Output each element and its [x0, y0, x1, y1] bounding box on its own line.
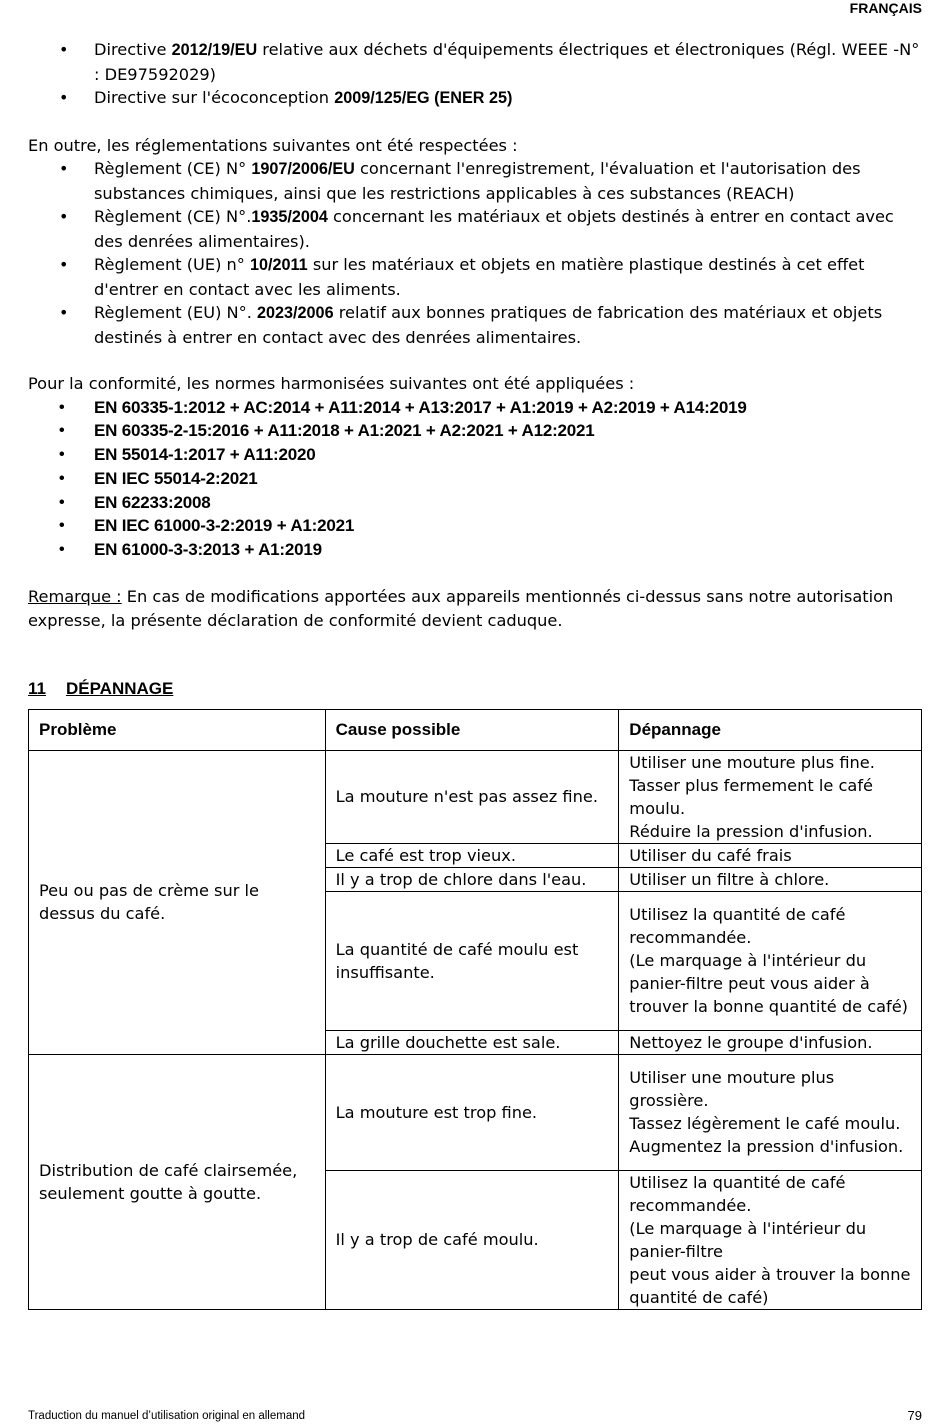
item-text: Directive sur l'écoconception	[94, 88, 335, 107]
fix-cell: Utilisez la quantité de café recommandée. (Le marquage à l'intérieur du panier-filtre peut vous aider à trouver la bonne quantité de café)	[619, 891, 922, 1030]
list-item	[28, 253, 922, 301]
item-text: concernant l'enregistrement, l'évaluation et l'autorisation des substances chimiques, ainsi que les restrictions applicables à ces substances (REACH)	[94, 159, 861, 203]
standard-item: • EN 60335-2-15:2016 + A11:2018 + A1:2021 + A2:2021 + A12:2021	[28, 419, 922, 443]
table-row	[29, 750, 922, 843]
item-text: Règlement (CE) N°.	[94, 207, 252, 226]
standard-item: • EN IEC 61000-3-2:2019 + A1:2021	[28, 514, 922, 538]
footer-note: Traduction du manuel d’utilisation original en allemand	[28, 1410, 306, 1422]
standard-item: • EN 61000-3-3:2013 + A1:2019	[28, 538, 922, 562]
fix-cell: Utiliser du café frais	[619, 843, 922, 867]
header-problem: Problème	[29, 709, 326, 750]
standards-list	[28, 396, 922, 563]
regulation-list	[28, 157, 922, 349]
cause-cell: La mouture n'est pas assez fine.	[325, 750, 619, 843]
item-text: concernant les matériaux et objets destinés à entrer en contact avec des denrées alimentaires).	[94, 207, 894, 251]
item-reference: 1907/2006/EU	[251, 160, 355, 178]
standard-item: • EN 60335-1:2012 + AC:2014 + A11:2014 + A13:2017 + A1:2019 + A2:2019 + A14:2019	[28, 396, 922, 420]
page-number: 79	[907, 1408, 922, 1423]
list-item	[28, 157, 922, 205]
fix-cell: Utiliser une mouture plus grossière. Tassez légèrement le café moulu. Augmentez la pression d'infusion.	[619, 1054, 922, 1170]
list-item	[28, 86, 922, 111]
table-header-row	[29, 709, 922, 750]
language-label: FRANÇAIS	[849, 0, 922, 16]
table-row	[29, 1054, 922, 1170]
item-reference: 2012/19/EU	[171, 41, 258, 59]
section-number: 11	[28, 679, 46, 699]
page-content	[28, 38, 922, 1310]
item-reference: 2023/2006	[257, 304, 334, 322]
item-reference: 10/2011	[250, 256, 308, 274]
standard-item: • EN 55014-1:2017 + A11:2020	[28, 443, 922, 467]
section-title: DÉPANNAGE	[65, 679, 174, 699]
cause-cell: Il y a trop de café moulu.	[325, 1170, 619, 1309]
remark-text: En cas de modifications apportées aux appareils mentionnés ci-dessus sans notre autorisation expresse, la présente déclaration de conformité devient caduque.	[28, 587, 894, 630]
header-fix: Dépannage	[619, 709, 922, 750]
item-text: relative aux déchets d'équipements électriques et électroniques (Régl. WEEE -N° : DE97592029)	[94, 40, 920, 84]
remark	[28, 585, 922, 632]
directive-list	[28, 38, 922, 111]
standard-item: • EN 62233:2008	[28, 491, 922, 515]
cause-cell: Le café est trop vieux.	[325, 843, 619, 867]
fix-cell: Utiliser une mouture plus fine. Tasser plus fermement le café moulu. Réduire la pression d'infusion.	[619, 750, 922, 843]
fix-cell: Utilisez la quantité de café recommandée. (Le marquage à l'intérieur du panier-filtre peut vous aider à trouver la bonne quantité de café)	[619, 1170, 922, 1309]
troubleshooting-table	[28, 709, 922, 1310]
fix-cell: Nettoyez le groupe d'infusion.	[619, 1030, 922, 1054]
item-reference: 1935/2004	[251, 208, 328, 226]
cause-cell: La quantité de café moulu est insuffisante.	[325, 891, 619, 1030]
cause-cell: La grille douchette est sale.	[325, 1030, 619, 1054]
cause-cell: Il y a trop de chlore dans l'eau.	[325, 867, 619, 891]
item-text: Règlement (EU) N°.	[94, 303, 258, 322]
remark-label: Remarque :	[28, 587, 122, 607]
item-text: sur les matériaux et objets en matière plastique destinés à cet effet d'entrer en contact avec les aliments.	[94, 255, 865, 299]
item-text: Règlement (CE) N°	[94, 159, 252, 178]
item-text: relatif aux bonnes pratiques de fabrication des matériaux et objets destinés à entrer en contact avec des denrées alimentaires.	[94, 303, 883, 347]
problem-cell: Peu ou pas de crème sur le dessus du café.	[29, 750, 326, 1054]
standards-intro: Pour la conformité, les normes harmonisées suivantes ont été appliquées :	[28, 374, 635, 393]
item-text: Règlement (UE) n°	[94, 255, 251, 274]
fix-cell: Utiliser un filtre à chlore.	[619, 867, 922, 891]
header-cause: Cause possible	[325, 709, 619, 750]
regulations-intro: En outre, les réglementations suivantes ont été respectées :	[28, 135, 518, 155]
list-item	[28, 205, 922, 253]
problem-cell: Distribution de café clairsemée, seulement goutte à goutte.	[29, 1054, 326, 1309]
item-reference: 2009/125/EG (ENER 25)	[334, 89, 513, 107]
list-item	[28, 38, 922, 86]
cause-cell: La mouture est trop fine.	[325, 1054, 619, 1170]
section-heading	[28, 677, 922, 701]
standard-item: • EN IEC 55014-2:2021	[28, 467, 922, 491]
list-item	[28, 301, 922, 349]
item-text: Directive	[94, 40, 172, 59]
